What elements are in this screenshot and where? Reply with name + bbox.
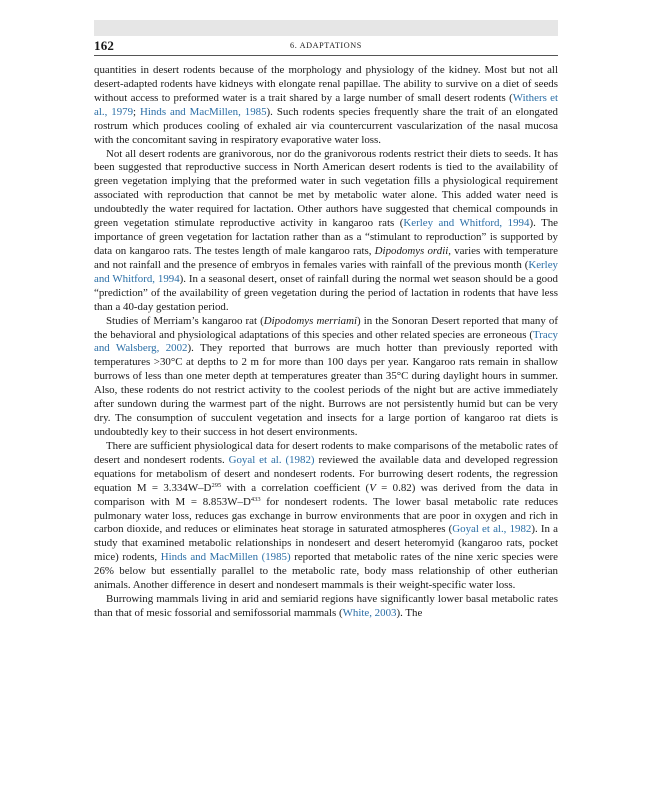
citation-kerley-whitford-1994[interactable]: Kerley and Whitford, 1994 xyxy=(94,258,558,285)
paragraph-2: Not all desert rodents are granivorous, nor do the granivorous rodents restrict their diets to seeds. It has been suggested that reproductive success in North American desert rodents is tied to the availability of green vegetation implying that the preformed water in such vegetation fills a physiological requirement associated with reproduction that cannot be met by metabolic water alone. This added water need is undoubtedly the water required for lactation. Other authors have suggested that chemical compounds in green vegetation stimulate reproductive activity in kangaroo rats (Kerley and Whitford, 1994). The importance of green vegetation for lactation rather than as a “stimulant to reproduction” is supported by data on kangaroo rats. The testes length of male kangaroo rats, Dipodomys ordii, varies with temperature and not rainfall and the presence of embryos in females varies with rainfall of the previous month (Kerley and Whitford, 1994). In a seasonal desert, onset of rainfall during the normal wet season should be a good “prediction” of the availability of green vegetation during the period of lactation in rodents that have less than a 40-day gestation period. xyxy=(94,147,559,313)
citation-hinds-macmillen-1985[interactable]: Hinds and MacMillen, 1985 xyxy=(140,105,267,118)
equation-desert: M = 3.334W–D xyxy=(136,481,212,494)
paragraph-4: There are sufficient physiological data for desert rodents to make comparisons of the metabolic rates of desert and nondesert rodents. Goyal et al. (1982) reviewed the available data and developed regression equations for metabolism of desert and nondesert rodents. For burrowing desert rodents, the regression equation $M = 3.334W-D^{295}$ with a correlation coefficient (V = 0.82) was derived from the data in comparison with $M = 8.853W-D^{433}$ for nondesert rodents. The lower basal metabolic rate reduces pulmonary water loss, reduces gas exchange in burrow environments that are poor in oxygen and rich in carbon dioxide, and reduces or eliminates heat storage in saturated atmospheres (Goyal et al., 1982). In a study that examined metabolic relationships in nondesert and desert heteromyid (kangaroo rats, pocket mice) rodents, Hinds and MacMillen (1985) reported that metabolic rates of the nine xeric species were 26% below but essentially parallel to the metabolic rate, body mass relationship of other eutherian animals. Another difference in desert and nondesert mammals is their weight-specific water loss. xyxy=(94,439,559,592)
header-rule xyxy=(94,55,558,56)
citation-kerley-whitford-1994[interactable]: Kerley and Whitford, 1994 xyxy=(403,217,530,230)
paragraph-3: Studies of Merriam’s kangaroo rat (Dipodomys merriami) in the Sonoran Desert reported that many of the behavioral and physiological adaptations of this species and other related species are erroneous (Tracy and Walsberg, 2002). They reported that burrows are much hotter than previously reported with temperatures >30°C at depths to 2 m for more than 100 days per year. Kangaroo rats remain in shallow burrows of less than one meter depth at temperatures greater than 35°C during daylight hours in summer. Also, these rodents do not restrict activity to the coolest periods of the night but are active immediately after sundown during the warmest part of the night. Burrows are not persistently humid but can be very dry. The consumption of succulent vegetation and insects for a large portion of kangaroo rat diets is undoubtedly key to their success in hot desert environments. xyxy=(94,314,558,438)
running-head: 6. ADAPTATIONS xyxy=(290,41,362,50)
page-header xyxy=(94,38,558,56)
paragraph-5: Burrowing mammals living in arid and semiarid regions have significantly lower basal metabolic rates than that of mesic fossorial and semifossorial mammals (White, 2003). The xyxy=(94,593,558,619)
citation-white-2003[interactable]: White, 2003 xyxy=(342,606,397,619)
top-gray-bar xyxy=(94,20,558,36)
species-dipodomys-merriami: Dipodomys merriami xyxy=(263,314,358,327)
paragraph-1: quantities in desert rodents because of the morphology and physiology of the kidney. Most but not all desert-adapted rodents have kidneys with elongate renal papillae. The ability to survive on a diet of seeds without access to preformed water is a trait shared by a large number of small desert rodents (Withers et al., 1979; Hinds and MacMillen, 1985). Such rodents species frequently share the trait of an elongated rostrum which produces cooling of exhaled air via countercurrent vascularization of the nasal mucosa with the concomitant saving in respiratory evaporative water loss. xyxy=(94,64,558,146)
citation-withers-1979[interactable]: Withers et al., 1979 xyxy=(94,91,558,118)
species-dipodomys-ordii: Dipodomys ordii xyxy=(374,244,449,257)
citation-tracy-walsberg-2002[interactable]: Tracy and Walsberg, 2002 xyxy=(94,328,558,355)
correlation-symbol: V xyxy=(369,481,376,494)
exponent-nondesert: 433 xyxy=(250,495,261,503)
body-text xyxy=(94,64,558,621)
citation-goyal-1982[interactable]: Goyal et al. (1982) xyxy=(228,453,315,466)
page-number: 162 xyxy=(94,38,115,53)
equation-nondesert: M = 8.853W–D xyxy=(175,495,251,508)
citation-hinds-macmillen-1985[interactable]: Hinds and MacMillen (1985) xyxy=(160,551,291,564)
citation-goyal-1982[interactable]: Goyal et al., 1982 xyxy=(452,523,532,536)
exponent-desert: 295 xyxy=(211,481,222,489)
